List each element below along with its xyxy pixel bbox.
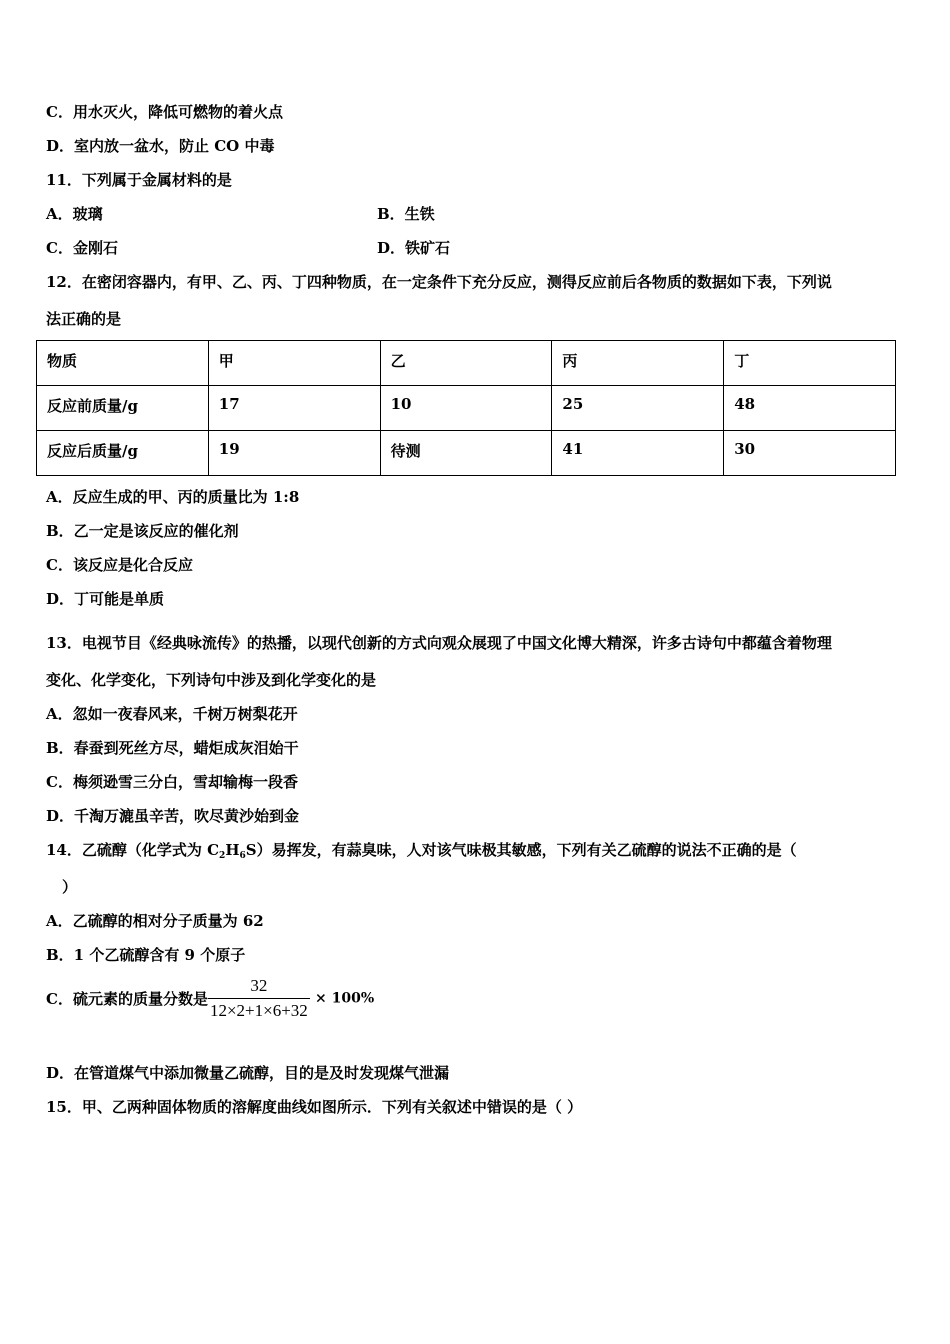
q14-stem-line1	[46, 840, 797, 866]
subscript: 2	[219, 851, 226, 861]
table-cell: 甲	[208, 341, 380, 386]
q13-stem-line2: 变化、化学变化，下列诗句中涉及到化学变化的是	[46, 671, 377, 689]
q11-option-d: D．铁矿石	[377, 239, 451, 257]
q12-stem-line1: 12．在密闭容器内，有甲、乙、丙、丁四种物质，在一定条件下充分反应，测得反应前后各物质的数据如下表，下列说	[46, 273, 832, 291]
q14-stem-post: S）易挥发，有蒜臭味，人对该气味极其敏感，下列有关乙硫醇的说法不正确的是（	[245, 841, 797, 859]
q14-option-b: B．1 个乙硫醇含有 9 个原子	[46, 946, 246, 964]
table-cell: 48	[724, 386, 896, 431]
mass-fraction-formula	[208, 976, 310, 1021]
q12-stem-line2: 法正确的是	[46, 310, 122, 328]
table-row	[37, 386, 896, 431]
q12-option-b: B．乙一定是该反应的催化剂	[46, 522, 239, 540]
table-cell: 乙	[380, 341, 552, 386]
fraction-numerator: 32	[250, 976, 268, 995]
table-cell: 反应后质量/g	[37, 431, 209, 476]
table-row	[37, 431, 896, 476]
q12-option-d: D．丁可能是单质	[46, 590, 165, 608]
q14-option-c-prefix: C．硫元素的质量分数是	[46, 990, 208, 1008]
q14-option-d: D．在管道煤气中添加微量乙硫醇，目的是及时发现煤气泄漏	[46, 1064, 450, 1082]
table-cell: 19	[208, 431, 380, 476]
q12-option-c: C．该反应是化合反应	[46, 556, 193, 574]
q14-option-c-suffix: × 100%	[315, 990, 375, 1007]
q10-option-d: D．室内放一盆水，防止 CO 中毒	[46, 137, 275, 155]
q13-option-d: D．千淘万漉虽辛苦，吹尽黄沙始到金	[46, 807, 300, 825]
q14-stem-pre: 14．乙硫醇（化学式为 C	[46, 841, 220, 859]
table-cell: 10	[380, 386, 552, 431]
subscript: 6	[239, 851, 246, 861]
q11-option-c: C．金刚石	[46, 239, 118, 257]
q11-option-b: B．生铁	[377, 205, 435, 223]
table-cell: 25	[552, 386, 724, 431]
table-cell: 丙	[552, 341, 724, 386]
q10-option-c: C．用水灭火，降低可燃物的着火点	[46, 103, 283, 121]
table-cell: 30	[724, 431, 896, 476]
q14-stem-mid: H	[225, 841, 240, 859]
table-cell: 物质	[37, 341, 209, 386]
q13-option-a: A．忽如一夜春风来，千树万树梨花开	[46, 705, 298, 723]
fraction-denominator: 12×2+1×6+32	[208, 998, 310, 1021]
q12-data-table	[36, 340, 896, 476]
table-cell: 17	[208, 386, 380, 431]
q12-option-a: A．反应生成的甲、丙的质量比为 1:8	[46, 488, 300, 506]
table-cell: 41	[552, 431, 724, 476]
table-cell: 丁	[724, 341, 896, 386]
q11-option-a: A．玻璃	[46, 205, 103, 223]
q13-option-c: C．梅须逊雪三分白，雪却输梅一段香	[46, 773, 298, 791]
q14-stem-line2: ）	[62, 878, 78, 896]
table-cell: 反应前质量/g	[37, 386, 209, 431]
q14-option-a: A．乙硫醇的相对分子质量为 62	[46, 912, 264, 930]
table-cell: 待测	[380, 431, 552, 476]
q15-stem: 15．甲、乙两种固体物质的溶解度曲线如图所示．下列有关叙述中错误的是（ ）	[46, 1098, 583, 1116]
q11-stem: 11．下列属于金属材料的是	[46, 171, 232, 189]
q13-option-b: B．春蚕到死丝方尽，蜡炬成灰泪始干	[46, 739, 299, 757]
q13-stem-line1: 13．电视节目《经典咏流传》的热播，以现代创新的方式向观众展现了中国文化博大精深，许多古诗句中都蕴含着物理	[46, 634, 832, 652]
table-header-row	[37, 341, 896, 386]
q14-option-c	[46, 976, 374, 1021]
